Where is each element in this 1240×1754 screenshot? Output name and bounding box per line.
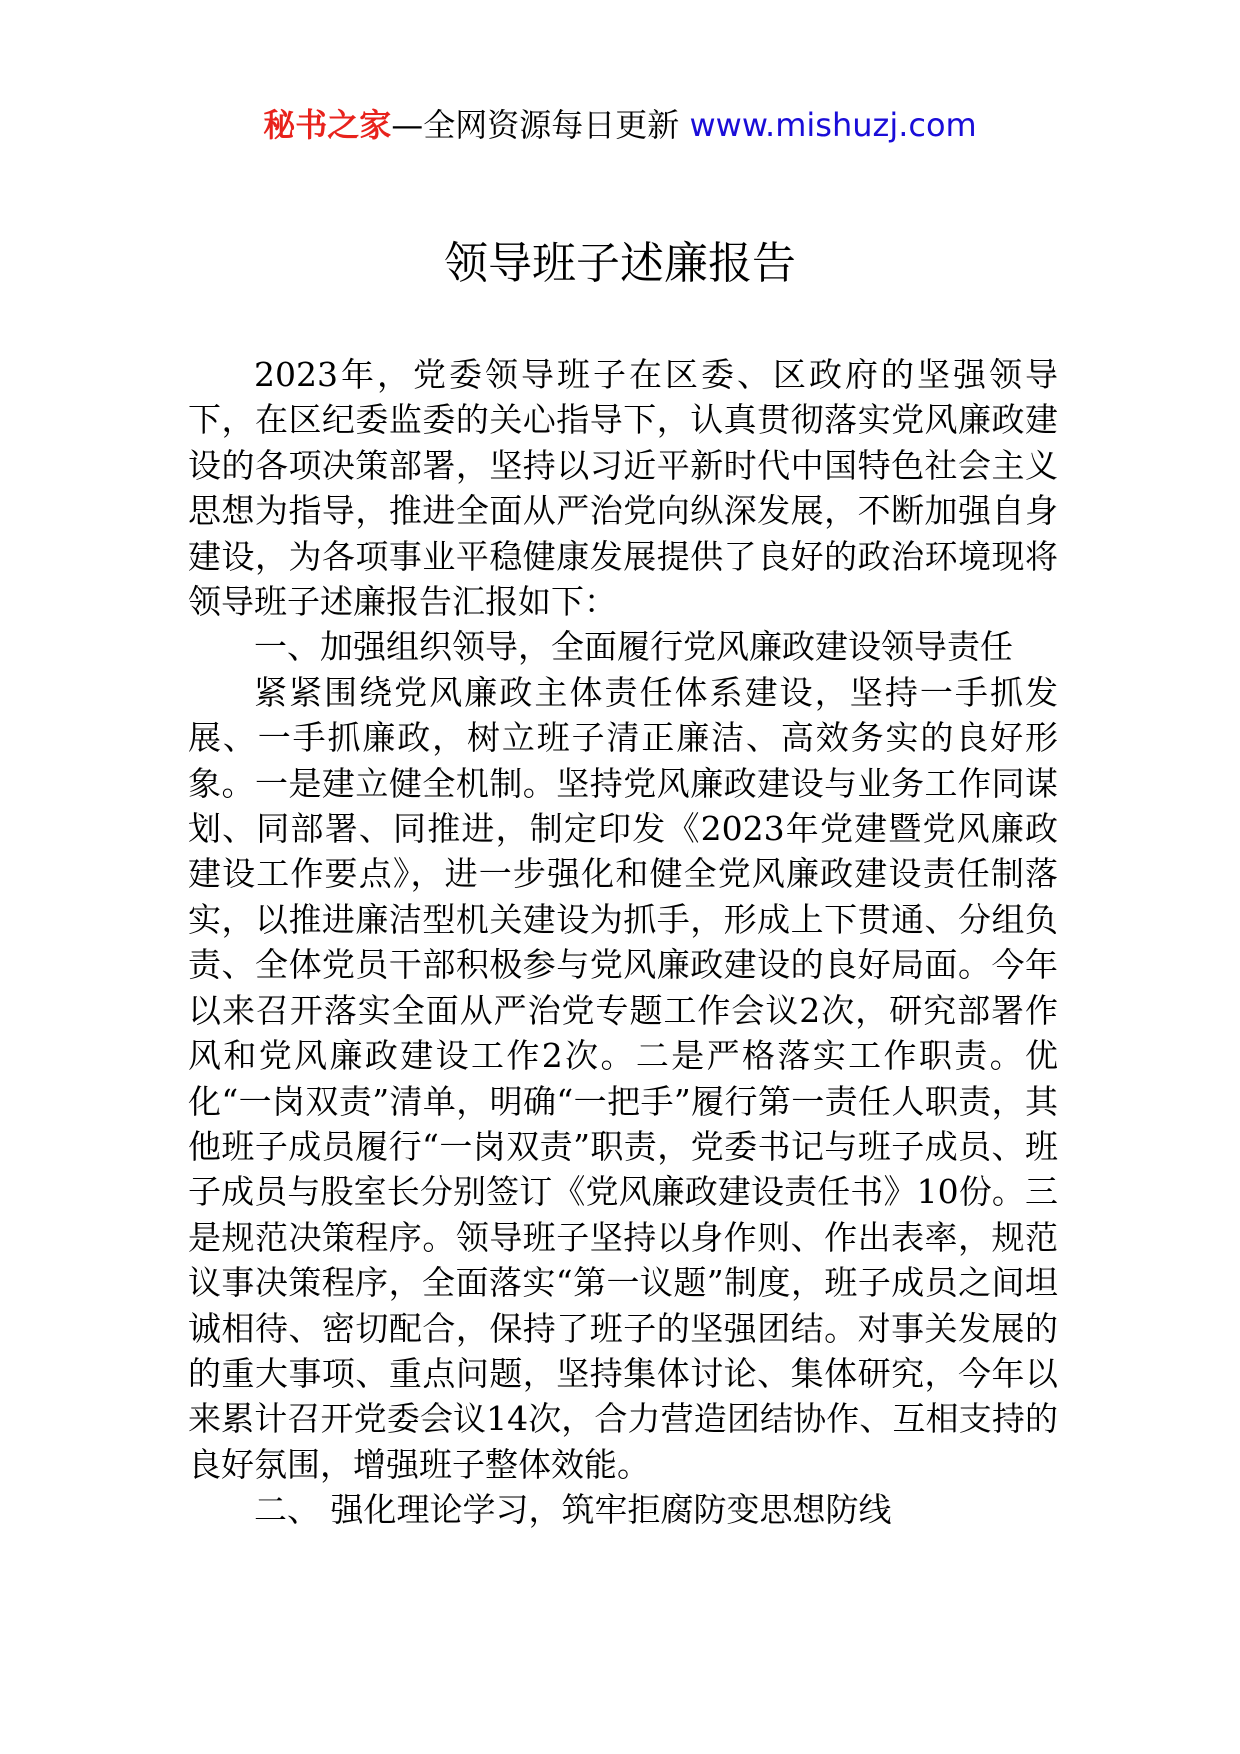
site-header [0,100,1240,150]
site-name: 秘书之家 [263,106,392,144]
section-heading-2: 二、 强化理论学习，筑牢拒腐防变思想防线 [254,1490,892,1530]
document-body [188,352,1058,1533]
intro-paragraph: 2023年，党委领导班子在区委、区政府的坚强领导下，在区纪委监委的关心指导下，认真贯彻落实党风廉政建设的各项决策部署，坚持以习近平新时代中国特色社会主义思想为指导，推进全面从严治党向纵深发展，不断加强自身建设，为各项事业平稳健康发展提供了良好的政治环境现将领导班子述廉报告汇报如下： [188,355,1058,622]
section-paragraph-1: 紧紧围绕党风廉政主体责任体系建设，坚持一手抓发展、一手抓廉政，树立班子清正廉洁、高效务实的良好形象。一是建立健全机制。坚持党风廉政建设与业务工作同谋划、同部署、同推进，制定印发《2023年党建暨党风廉政建设工作要点》，进一步强化和健全党风廉政建设责任制落实，以推进廉洁型机关建设为抓手，形成上下贯通、分组负责、全体党员干部积极参与党风廉政建设的良好局面。今年以来召开落实全面从严治党专题工作会议2次，研究部署作风和党风廉政建设工作2次。二是严格落实工作职责。优化“一岗双责”清单，明确“一把手”履行第一责任人职责，其他班子成员履行“一岗双责”职责，党委书记与班子成员、班子成员与股室长分别签订《党风廉政建设责任书》10份。三是规范决策程序。领导班子坚持以身作则、作出表率，规范议事决策程序，全面落实“第一议题”制度，班子成员之间坦诚相待、密切配合，保持了班子的坚强团结。对事关发展的的重大事项、重点问题，坚持集体讨论、集体研究，今年以来累计召开党委会议14次，合力营造团结协作、互相支持的良好氛围，增强班子整体效能。 [188,672,1058,1484]
site-url-link[interactable]: www.mishuzj.com [689,106,977,144]
section-heading-1: 一、加强组织领导，全面履行党风廉政建设领导责任 [254,627,1013,667]
site-slogan: —全网资源每日更新 [391,106,690,144]
document-title: 领导班子述廉报告 [444,238,796,289]
